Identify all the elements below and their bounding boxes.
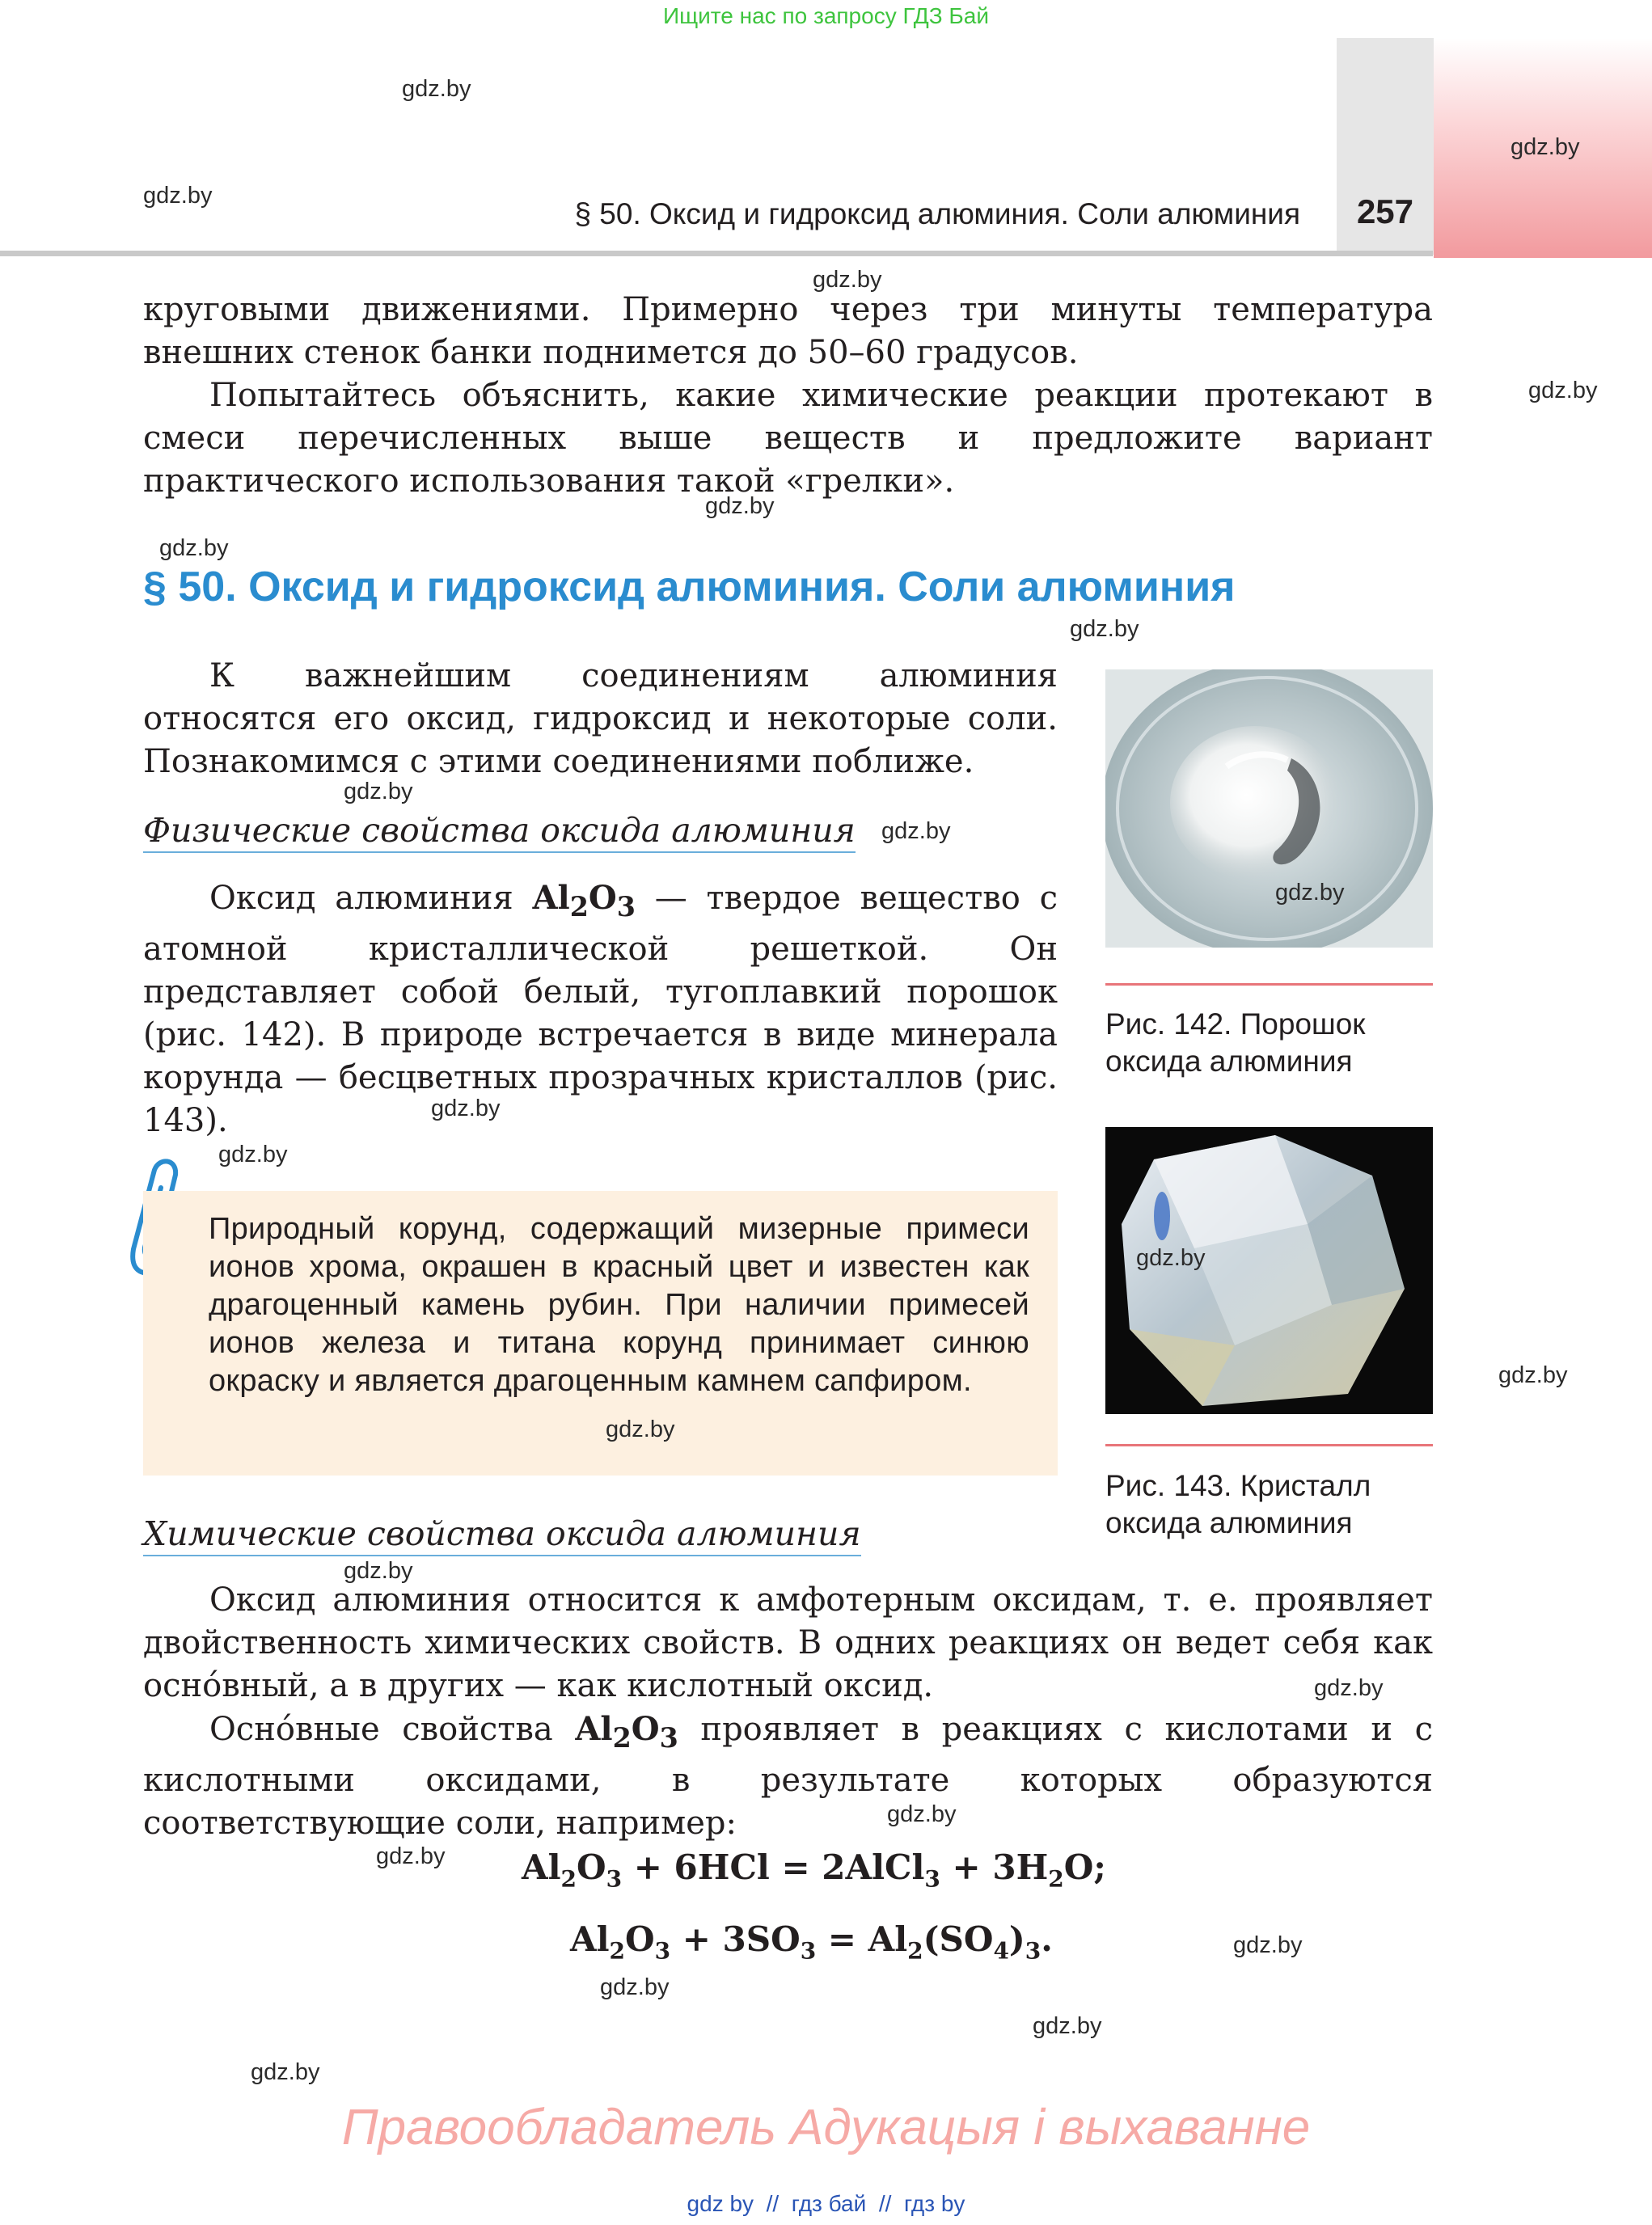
figure-142-caption-line-2: оксида алюминия <box>1105 1045 1353 1078</box>
watermark: gdz.by <box>159 535 229 561</box>
footer-link-gdz-bai[interactable]: гдз бай <box>791 2191 867 2216</box>
top-banner: Ищите нас по запросу ГДЗ Бай <box>662 3 990 28</box>
chemical-paragraph-1: Оксид алюминия относится к амфотерным оксидам, т. е. проявляет двойственность химических свойств. В одних реакциях он ведет себя как осно́вный, а в других — как кислотный оксид. <box>143 1581 1433 1704</box>
figure-143-caption-line-2: оксида алюминия <box>1105 1506 1353 1539</box>
watermark: gdz.by <box>1275 880 1345 906</box>
lead-text <box>143 655 1058 783</box>
chemical-paragraph-2: Осно́вные свойства $Al_2O_3$ проявляет в реакциях с кислотами и с кислотными оксидами, в результате которых образуются соответствующие соли, например: <box>143 1710 1433 1842</box>
running-title: § 50. Оксид и гидроксид алюминия. Соли алюминия <box>574 197 1300 230</box>
watermark: gdz.by <box>1528 378 1598 403</box>
watermark: gdz.by <box>1136 1245 1206 1271</box>
watermark: gdz.by <box>600 1974 670 2000</box>
physical-paragraph <box>143 876 1058 1142</box>
copyright-notice: Правообладатель Адукацыя і выхаванне <box>341 2100 1311 2155</box>
chemical-properties-heading: Химические свойства оксида алюминия <box>143 1514 861 1556</box>
watermark: gdz.by <box>1498 1362 1568 1388</box>
watermark: gdz.by <box>402 76 471 102</box>
watermark: gdz.by <box>431 1096 501 1121</box>
equation-1: $Al_2O_3 + 6HCl$ = 2AlCl$_3$ + $3H_2O$; <box>522 1847 1106 1893</box>
watermark: gdz.by <box>705 493 775 519</box>
note-text: Природный корунд, содержащий мизерные примеси ионов хрома, окрашен в красный цвет и известен как драгоценный камень рубин. При наличии примесей ионов железа и титана корунд принимает синюю окраску и является драгоценным камнем сапфиром. <box>209 1212 1029 1398</box>
header-rule <box>0 251 1433 256</box>
intro-paragraph-1: круговыми движениями. Примерно через три минуты температура внешних стенок банки поднимется до 50–60 градусов. <box>143 291 1433 371</box>
intro-text <box>143 289 1433 503</box>
watermark: gdz.by <box>1070 616 1139 642</box>
watermark: gdz.by <box>218 1142 288 1167</box>
watermark: gdz.by <box>1233 1932 1303 1958</box>
figure-143-caption-line-1: Рис. 143. Кристалл <box>1105 1469 1371 1502</box>
physical-text-before: Оксид алюминия <box>209 880 533 917</box>
physical-text-after: — твердое вещество с атомной кристаллической решеткой. Он представляет собой белый, тугоплавкий порошок (рис. 142). В природе встречается в виде минерала корунда — бесцветных прозрачных кристаллов (рис. 143). <box>143 880 1058 1139</box>
figure-143-caption <box>1105 1467 1371 1542</box>
footer-separator: // <box>766 2191 780 2216</box>
watermark: gdz.by <box>251 2059 320 2085</box>
figure-142-rule <box>1105 983 1433 986</box>
physical-text <box>143 876 1058 1142</box>
watermark: gdz.by <box>344 779 413 804</box>
figure-142-powder-image <box>1105 669 1433 948</box>
watermark: gdz.by <box>1314 1675 1384 1701</box>
footer-separator: // <box>878 2191 892 2216</box>
page-number: 257 <box>1356 192 1414 230</box>
section-title: § 50. Оксид и гидроксид алюминия. Соли алюминия <box>143 564 1236 610</box>
watermark: gdz.by <box>813 267 882 293</box>
watermark: gdz.by <box>1510 134 1580 160</box>
watermark: gdz.by <box>143 183 213 209</box>
watermark: gdz.by <box>881 818 951 844</box>
intro-paragraph-2: Попытайтесь объяснить, какие химические реакции протекают в смеси перечисленных выше веществ и предложите вариант практического использования такой «грелки». <box>143 377 1433 500</box>
al2o3-formula: $Al_2O_3$ <box>532 879 636 923</box>
watermark: gdz.by <box>887 1801 957 1827</box>
watermark: gdz.by <box>344 1558 413 1584</box>
footer-link-gdz-by-ru[interactable]: гдз by <box>903 2191 965 2216</box>
chemical-text <box>143 1579 1433 1845</box>
figure-142-caption-line-1: Рис. 142. Порошок <box>1105 1007 1366 1041</box>
watermark: gdz.by <box>376 1843 446 1869</box>
watermark: gdz.by <box>1033 2013 1102 2039</box>
physical-properties-heading: Физические свойства оксида алюминия <box>143 811 856 853</box>
figure-143-rule <box>1105 1444 1433 1446</box>
equation-2: $Al_2O_3 + 3SO_3 = Al_2(SO_4)_3$. <box>570 1919 1053 1965</box>
figure-142-caption <box>1105 1006 1365 1080</box>
al2o3-formula-inline: $Al_2O_3$ <box>575 1710 678 1754</box>
watermark: gdz.by <box>606 1416 675 1442</box>
footer-links <box>0 2191 1652 2217</box>
lead-paragraph: К важнейшим соединениям алюминия относятся его оксид, гидроксид и некоторые соли. Познакомимся с этими соединениями поближе. <box>143 657 1058 780</box>
footer-link-gdz-by[interactable]: gdz by <box>687 2191 754 2216</box>
